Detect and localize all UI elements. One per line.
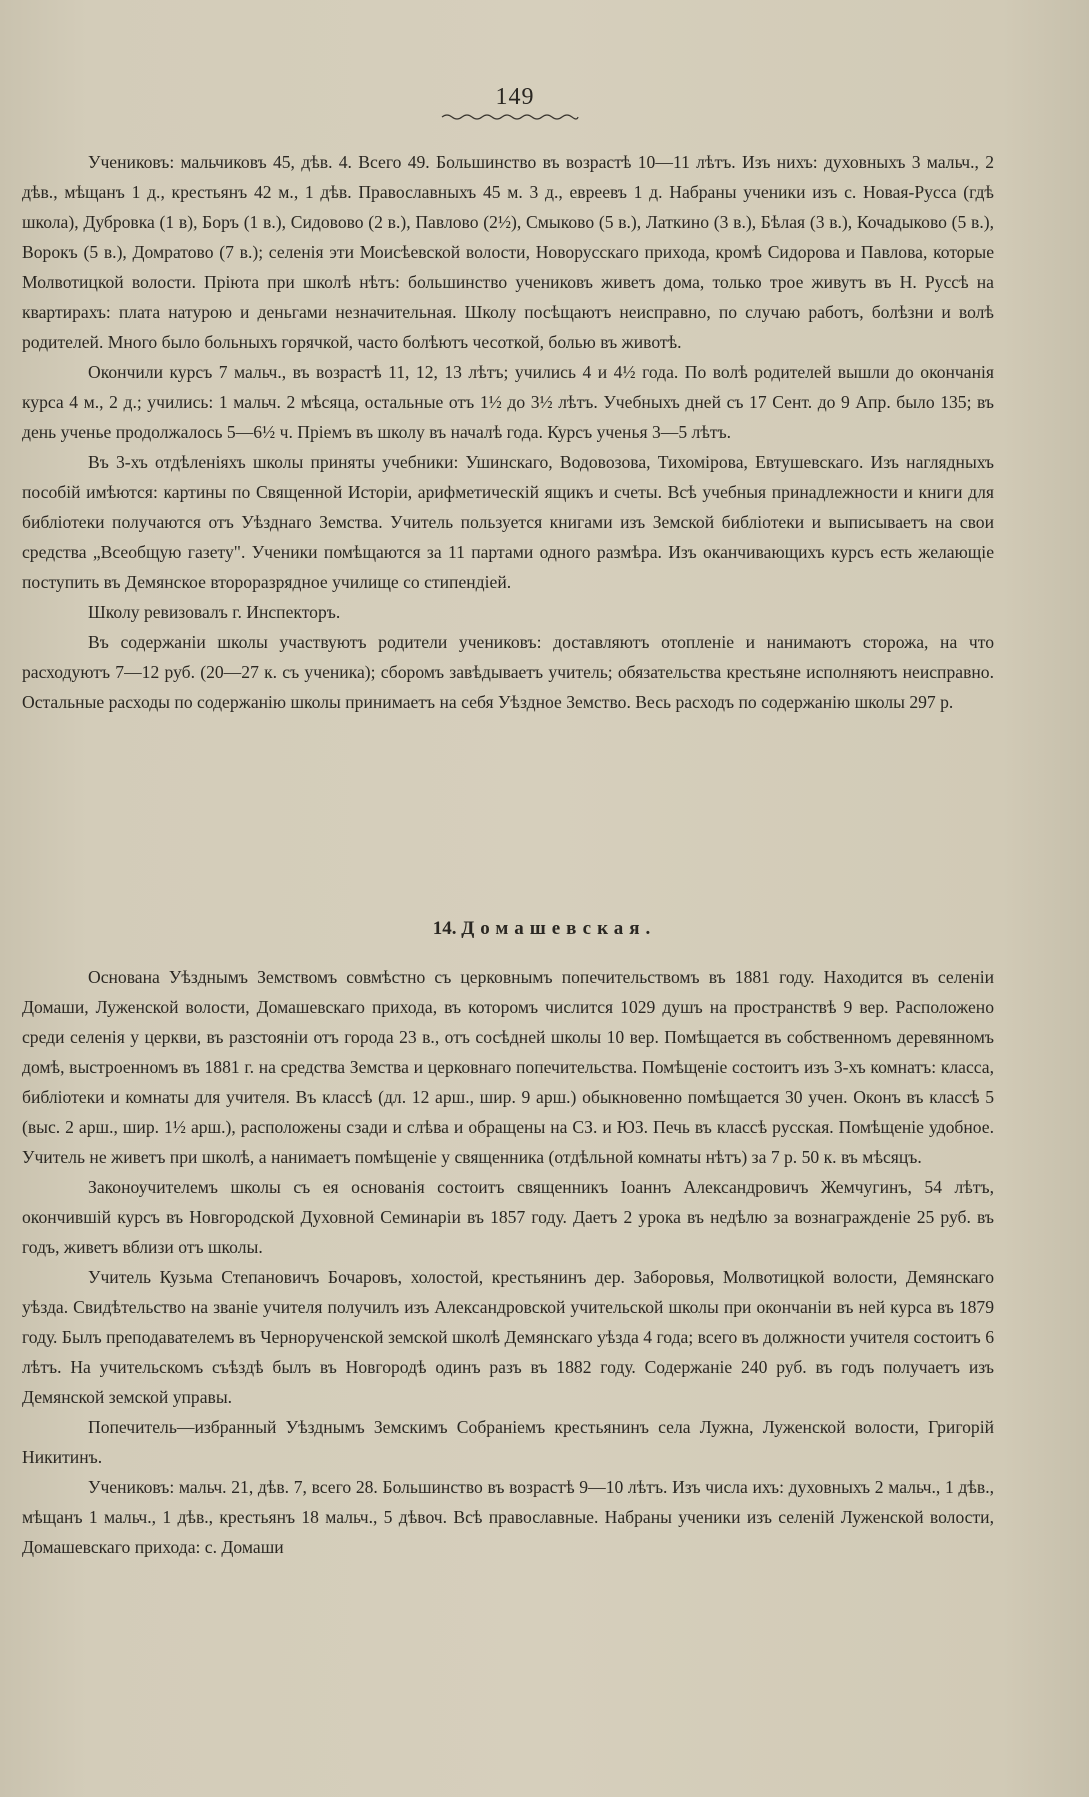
section-heading: [0, 918, 1089, 940]
section-title: Домашевская.: [461, 918, 657, 939]
paragraph: Учениковъ: мальчиковъ 45, дѣв. 4. Всего 49. Большинство въ возрастѣ 10—11 лѣтъ. Изъ нихъ: духовныхъ 3 мальч., 2 дѣв., мѣщанъ 1 д., крестьянъ 42 м., 1 дѣв. Православныхъ 45 м. 3 д., евреевъ 1 д. Набраны ученики изъ с. Новая-Русса (гдѣ школа), Дубровка (1 в), Боръ (1 в.), Сидовово (2 в.), Павлово (2½), Смыково (5 в.), Латкино (3 в.), Бѣлая (3 в.), Кочадыково (5 в.), Ворокъ (5 в.), Домратово (7 в.); селенія эти Моисѣевской волости, Новорусскаго прихода, кромѣ Сидорова и Павлова, которые Молвотицкой волости. Пріюта при школѣ нѣтъ: большинство учениковъ живетъ дома, только трое живутъ въ Н. Руссѣ на квартирахъ: плата натурою и деньгами незначительная. Школу посѣщаютъ неисправно, по случаю работъ, болѣзни и волѣ родителей. Много было больныхъ горячкой, часто болѣютъ чесоткой, болью въ животѣ.: [22, 152, 994, 352]
paragraph: Законоучителемъ школы съ ея основанія состоитъ священникъ Іоаннъ Александровичъ Жемчугинъ, 54 лѣтъ, окончившій курсъ въ Новгородской Духовной Семинаріи въ 1857 году. Даетъ 2 урока въ недѣлю за вознагражденіе 25 руб. въ годъ, живетъ вблизи отъ школы.: [22, 1177, 994, 1257]
section-2-text: [22, 962, 994, 1562]
paragraph: Учитель Кузьма Степановичъ Бочаровъ, холостой, крестьянинъ дер. Заборовья, Молвотицкой волости, Демянскаго уѣзда. Свидѣтельство на званіе учителя получилъ изъ Александровской учительской школы при окончаніи въ ней курса въ 1879 году. Былъ преподавателемъ въ Чернорученской земской школѣ Демянскаго уѣзда 4 года; всего въ должности учителя состоитъ 6 лѣтъ. На учительскомъ съѣздѣ былъ въ Новгородѣ одинъ разъ въ 1882 году. Содержаніе 240 руб. въ годъ получаетъ изъ Демянской земской управы.: [22, 1267, 994, 1407]
paragraph: Школу ревизовалъ г. Инспекторъ.: [88, 602, 341, 622]
paragraph: Основана Уѣзднымъ Земствомъ совмѣстно съ церковнымъ попечительствомъ въ 1881 году. Находится въ селеніи Домаши, Луженской волости, Домашевскаго прихода, въ которомъ числится 1029 душъ на пространствѣ 9 вер. Расположено среди селенія у церкви, въ разстояніи отъ города 23 в., отъ сосѣдней школы 10 вер. Помѣщается въ собственномъ деревянномъ домѣ, выстроенномъ въ 1881 г. на средства Земства и церковнаго попечительства. Помѣщеніе состоитъ изъ 3-хъ комнатъ: класса, библіотеки и комнаты для учителя. Въ классѣ (дл. 12 арш., шир. 9 арш.) обыкновенно помѣщается 30 учен. Оконъ въ классѣ 5 (выс. 2 арш., шир. 1½ арш.), расположены сзади и слѣва и обращены на СЗ. и ЮЗ. Печь въ классѣ русская. Помѣщеніе удобное. Учитель не живетъ при школѣ, а нанимаетъ помѣщеніе у священника (отдѣльной комнаты нѣтъ) за 7 р. 50 к. въ мѣсяцъ.: [22, 967, 994, 1167]
paragraph: Въ 3-хъ отдѣленіяхъ школы приняты учебники: Ушинскаго, Водовозова, Тихомірова, Евтушевскаго. Изъ наглядныхъ пособій имѣются: картины по Священной Исторіи, арифметическій ящикъ и счеты. Всѣ учебныя принадлежности и книги для библіотеки получаются отъ Уѣзднаго Земства. Учитель пользуется книгами изъ Земской библіотеки и выписываетъ на свои средства „Всеобщую газету". Ученики помѣщаются за 11 партами одного размѣра. Изъ оканчивающихъ курсъ есть желающіе поступить въ Демянское второразрядное училище со стипендіей.: [22, 452, 994, 592]
section-number: 14.: [432, 918, 457, 939]
paragraph: Окончили курсъ 7 мальч., въ возрастѣ 11, 12, 13 лѣтъ; учились 4 и 4½ года. По волѣ родителей вышли до окончанія курса 4 м., 2 д.; учились: 1 мальч. 2 мѣсяца, остальные отъ 1½ до 3½ лѣтъ. Учебныхъ дней съ 17 Сент. до 9 Апр. было 135; въ день ученье продолжалось 5—6½ ч. Пріемъ въ школу въ началѣ года. Курсъ ученья 3—5 лѣтъ.: [22, 362, 994, 442]
paragraph: Учениковъ: мальч. 21, дѣв. 7, всего 28. Большинство въ возрастѣ 9—10 лѣтъ. Изъ числа ихъ: духовныхъ 2 мальч., 1 дѣв., мѣщанъ 1 мальч., 1 дѣв., крестьянъ 18 мальч., 5 дѣвоч. Всѣ православные. Набраны ученики изъ селеній Луженской волости, Домашевскаго прихода: с. Домаши: [22, 1477, 994, 1557]
section-1-text: [22, 147, 994, 717]
paragraph: Въ содержаніи школы участвуютъ родители учениковъ: доставляютъ отопленіе и нанимаютъ сторожа, на что расходуютъ 7—12 руб. (20—27 к. съ ученика); сборомъ завѣдываетъ учитель; обязательства крестьяне исполняютъ неисправно. Остальные расходы по содержанію школы принимаетъ на себя Уѣздное Земство. Весь расходъ по содержанію школы 297 р.: [22, 632, 994, 712]
paragraph: Попечитель—избранный Уѣзднымъ Земскимъ Собраніемъ крестьянинъ села Лужна, Луженской волости, Григорій Никитинъ.: [22, 1417, 994, 1467]
page-number: 149: [495, 84, 535, 110]
decorative-rule: [440, 112, 580, 122]
